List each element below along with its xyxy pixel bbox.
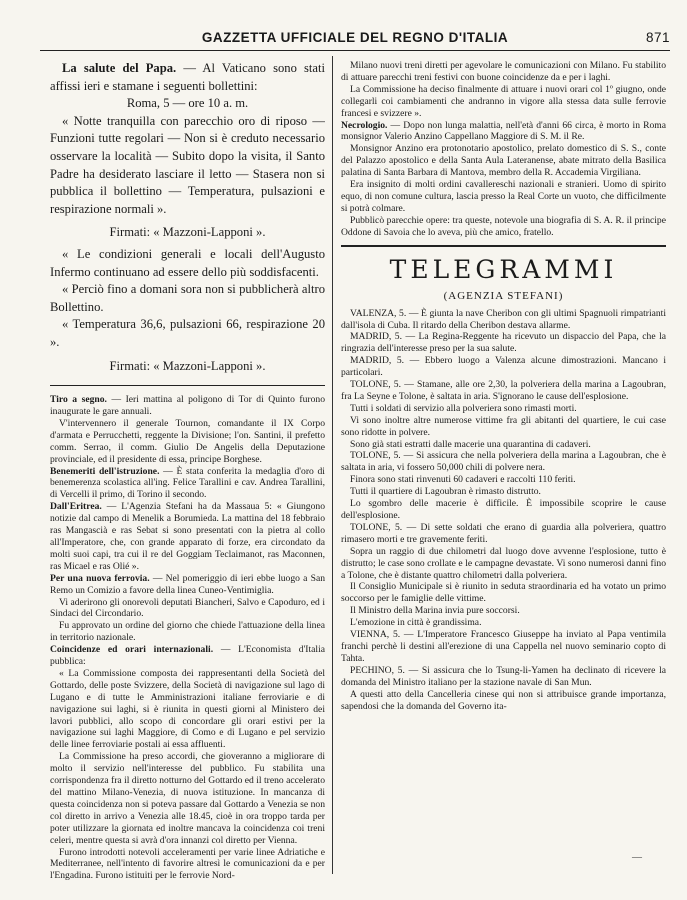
news-text: Fu approvato un ordine del giorno che chiede l'attuazione della linea in territorio nazionale.: [50, 620, 325, 644]
page-ornament: —: [632, 852, 642, 863]
news-text: MADRID, 5. — Ebbero luogo a Valenza alcune dimostrazioni. Mancano i particolari.: [341, 355, 666, 379]
news-text: Vi sono inoltre altre numerose vittime fra gli abitanti del quartiere, le cui case sono ridotte in polvere.: [341, 414, 666, 438]
news-text: Milano nuovi treni diretti per agevolare le comunicazioni con Milano. Fu stabilito di attuare parecchi treni festivi con buone coincidenze da e per i laghi.: [341, 60, 666, 83]
section-rule: [341, 245, 666, 247]
news-text: VIENNA, 5. — L'Imperatore Francesco Giuseppe ha inviato al Papa ventimila franchi perchè li destini all'erezione di una Cappella nel nuovo seminario copto di Tahta.: [341, 629, 666, 664]
news-paragraph: [50, 751, 325, 846]
bulletin-heading: La salute del Papa.: [62, 61, 177, 75]
news-paragraph: [341, 179, 666, 215]
news-paragraph: [341, 415, 666, 439]
news-text: Furono introdotti notevoli acceleramenti per varie linee Adriatiche e Mediterranee, nell'intento di favorire altresì le comunicazioni da e per l'Engadina. Furono istituiti per le ferrovie Nord-: [50, 846, 325, 882]
news-paragraph: [50, 644, 325, 668]
news-paragraph: [341, 143, 666, 179]
agency-label: (AGENZIA STEFANI): [443, 289, 564, 302]
news-paragraph: [341, 498, 666, 522]
telegram-list: [341, 308, 666, 713]
news-text: — Ieri mattina al poligono di Tor di Quinto furono inaugurate le gare annuali.: [50, 394, 325, 417]
news-text: — Dopo non lunga malattia, nell'età d'anni 66 circa, è morto in Roma monsignor Valerio Anzino Cappellano Maggiore di S. M. il Re.: [341, 119, 666, 143]
bulletin-intro: — Al Vaticano sono stati affissi ieri e stamane i seguenti bollettini:: [50, 61, 325, 93]
news-paragraph: [50, 847, 325, 883]
news-paragraph: [50, 597, 325, 621]
news-paragraph: [341, 474, 666, 486]
news-text: Era insignito di molti ordini cavallereschi nazionali e stranieri. Uomo di spirito equo, di non comune cultura, lascia presso la Real Corte un vuoto, che difficilmente si potrà colmare.: [341, 179, 666, 214]
news-heading: Per una nuova ferrovia.: [50, 572, 150, 584]
news-paragraph: [341, 665, 666, 689]
news-paragraph: [50, 501, 325, 572]
news-heading: Necrologio.: [341, 119, 388, 131]
news-paragraph: [341, 331, 666, 355]
news-text: Lo sgombro delle macerie è difficile. È impossibile scoprire le cause dell'esplosione.: [341, 498, 666, 521]
news-paragraph: [50, 394, 325, 418]
news-paragraph: [341, 522, 666, 546]
newspaper-title: GAZZETTA UFFICIALE DEL REGNO D'ITALIA: [201, 30, 509, 45]
bulletin-signature: Firmati: « Mazzoni-Lapponi ».: [109, 358, 266, 373]
bulletin-body: « Perciò fino a domani sora non si pubblicherà altro Bollettino.: [50, 282, 325, 314]
news-text: Sono già stati estratti dalle macerie una quarantina di cadaveri.: [350, 438, 591, 450]
news-text: Il Ministro della Marina invia pure soccorsi.: [350, 605, 520, 617]
news-text: « La Commissione composta dei rappresentanti della Società del Gottardo, delle poste Svizzere, della Società di navigazione sul lago di Lugano e di tutte le Amministrazioni italiane ferroviarie e di navigazione sui laghi, si è riunita in questi giorni al Ministero dei lavori pubblici, allo scopo di concordare gli orari estivi per la navigazione sui laghi Maggiore, di Como e di Lugano e pel servizio delle linee ferroviarie postali ai essa affluenti.: [50, 667, 325, 751]
news-paragraph: [341, 689, 666, 713]
news-text: — È stata conferita la medaglia d'oro di benemerenza scolastica all'ing. Felice Tarallini e cav. Andrea Tarallini, di Vercelli il primo, di Torino il secondo.: [50, 465, 325, 501]
news-text: La Commissione ha deciso finalmente di attuare i nuovi orari col 1º giugno, onde collegarli coi cambiamenti che andranno in vigore alla stessa data sulle ferrovie francesi e svizzere ».: [341, 83, 666, 119]
news-paragraph: [341, 629, 666, 665]
news-text: Monsignor Anzino era protonotario apostolico, prelato domestico di S. S., conte del Palazzo apostolico e della Santa Aula Lateranense, abate mitrato della Basilica palatina di Santa Barbara di Mantova, membro della R. Accademia Virgiliana.: [341, 143, 666, 179]
news-text: TOLONE, 5. — Si assicura che nella polveriera della marina a Lagoubran, che è saltata in aria, vi fossero 50,000 chili di polvere nera.: [341, 450, 666, 474]
news-text: VALENZA, 5. — È giunta la nave Cheribon con gli ultimi Spagnuoli rimpatrianti dall'isola di Cuba. Il ritardo della Cheribon destava allarme.: [341, 307, 666, 331]
bulletin-line: [50, 60, 325, 95]
news-text: MADRID, 5. — La Regina-Reggente ha ricevuto un dispaccio del Papa, che la ringrazia dell'interesse preso per la sua salute.: [341, 331, 666, 355]
news-paragraph: [341, 379, 666, 403]
news-text: — Nel pomeriggio di ieri ebbe luogo a San Remo un Comizio a favore della linea Cuneo-Ventimiglia.: [50, 572, 325, 596]
news-text: — L'Economista d'Italia pubblica:: [50, 644, 325, 668]
news-paragraph: [50, 573, 325, 597]
papal-bulletin: [50, 60, 325, 375]
news-paragraph: [341, 450, 666, 474]
page-header: [40, 30, 670, 50]
news-text: — L'Agenzia Stefani ha da Massaua 5: « Giungono notizie dal campo di Menelik a Borumieda. La mattina del 18 febbraio ras Mangascià e ras Sebat si sono presentati con la pietra al collo all'Imperatore, che, con grande apparato di forze, era circondato da molti suoi capi, tra cui il re del Goggiam Teclaimanot, ras Maconnen, ras Micael e ras Olié ».: [50, 501, 325, 572]
news-text: V'intervennero il generale Tournon, comandante il IX Corpo d'armata e Perrucchetti, reggente la Divisione; l'on. Santini, il prefetto comm. Serrao, il comm. Giulio De Angelis della Deputazione provinciale, ed il presidente di essa, principe Borghese.: [50, 417, 325, 465]
news-paragraph: [341, 60, 666, 84]
bulletin-dateline: Roma, 5 — ore 10 a. m.: [126, 96, 249, 111]
telegrams-title: TELEGRAMMI: [389, 254, 618, 284]
news-paragraph: [341, 84, 666, 120]
header-rule: [40, 50, 670, 51]
bulletin-body: « Le condizioni generali e locali dell'Augusto Infermo continuano ad essere dello più soddisfacenti.: [50, 246, 325, 279]
news-text: L'emozione in città è grandissima.: [350, 617, 482, 629]
news-text: TOLONE, 5. — Di sette soldati che erano di guardia alla polveriera, quattro rimasero morti e tre gravemente feriti.: [341, 521, 666, 545]
left-column: [50, 60, 325, 882]
news-paragraph: [341, 308, 666, 332]
news-heading: Coincidenze ed orari internazionali.: [50, 644, 214, 656]
column-divider: [332, 56, 333, 874]
news-paragraph: [341, 120, 666, 144]
news-paragraph: [341, 439, 666, 451]
news-text: A questi atto della Cancelleria cinese qui non si attribuisce grande importanza, sapendosi che la domanda del Governo ita-: [341, 688, 666, 712]
news-text: Il Consiglio Municipale si è riunito in seduta straordinaria ed ha votato un primo soccorso per le famiglie delle vittime.: [341, 581, 666, 605]
news-paragraph: [341, 546, 666, 582]
news-text: Sopra un raggio di due chilometri dal luogo dove avvenne l'esplosione, tutto è distrutto; le case sono crollate e le campagne devastate. Vi sono numerosi danni fino a Tolone, che è distante quattro chilometri dalla polveriera.: [341, 545, 666, 581]
news-heading: Benemeriti dell'istruzione.: [50, 465, 160, 477]
news-text: Tutti il quartiere di Lagoubran è rimasto distrutto.: [350, 486, 541, 498]
news-text: PECHINO, 5. — Si assicura che lo Tsung-li-Yamen ha declinato di ricevere la domanda del Ministro italiano per la stazione navale di San Mun.: [341, 664, 666, 688]
news-text: Pubblicò parecchie opere: tra queste, notevole una biografia di S. A. R. il principe Oddone di Savoia che lo aveva, più che amico, fratello.: [341, 214, 666, 238]
news-paragraph: [50, 620, 325, 644]
page-number: 871: [645, 30, 670, 45]
news-text: TOLONE, 5. — Stamane, alle ore 2,30, la polveriera della marina a Lagoubran, fra La Seyne e Tolone, è saltata in aria. S'ignorano le cause dell'esplosione.: [341, 379, 666, 402]
news-list: [341, 60, 666, 239]
news-paragraph: [341, 486, 666, 498]
news-list: [50, 394, 325, 882]
bulletin-body: « Temperatura 36,6, pulsazioni 66, respirazione 20 ».: [50, 317, 325, 349]
bulletin-body: « Notte tranquilla con parecchio oro di riposo — Funzioni tutte regolari — Non si è creduto necessario osservare la località — Subito dopo la visita, il Santo Padre ha desiderato lasciare il letto — Stasera non si pubblica il bollettino — Temperatura, pulsazioni e respirazione normali ».: [50, 113, 325, 216]
bulletin-signature: Firmati: « Mazzoni-Lapponi ».: [109, 225, 266, 240]
news-paragraph: [341, 403, 666, 415]
right-column: [341, 60, 666, 712]
news-paragraph: [341, 215, 666, 239]
news-text: Finora sono stati rinvenuti 60 cadaveri e raccolti 110 feriti.: [350, 474, 576, 486]
section-rule: [50, 385, 325, 386]
news-paragraph: [341, 355, 666, 379]
news-text: La Commissione ha preso accordi, che gioveranno a migliorare di molto il servizio nell'interesse del pubblico. Fu stabilita una corrispondenza fra il diretto notturno del Gottardo ed il treno accelerato del mattino Milano-Venezia, di nuova istituzione. In mancanza di questa coincidenza non si poteva passare dal Gottardo a Venezia se non col diretto in arrivo a Venezia alle 18.45, cioè in ora troppo tarda per poter utilizzare la giornata ed inoltre mancava la coincidenza coi treni celeri, mentre questa si avrà d'ora innanzi col diretto per Vienna.: [50, 751, 325, 846]
news-text: Vi aderirono gli onorevoli deputati Biancheri, Salvo e Capoduro, ed i Sindaci del Circondario.: [50, 596, 325, 620]
news-paragraph: [50, 668, 325, 751]
news-paragraph: [341, 581, 666, 605]
news-paragraph: [341, 617, 666, 629]
news-paragraph: [50, 418, 325, 466]
news-heading: Dall'Eritrea.: [50, 501, 102, 513]
news-paragraph: [50, 466, 325, 502]
news-text: Tutti i soldati di servizio alla polveriera sono rimasti morti.: [350, 402, 577, 414]
news-heading: Tiro a segno.: [50, 394, 107, 406]
news-paragraph: [341, 605, 666, 617]
